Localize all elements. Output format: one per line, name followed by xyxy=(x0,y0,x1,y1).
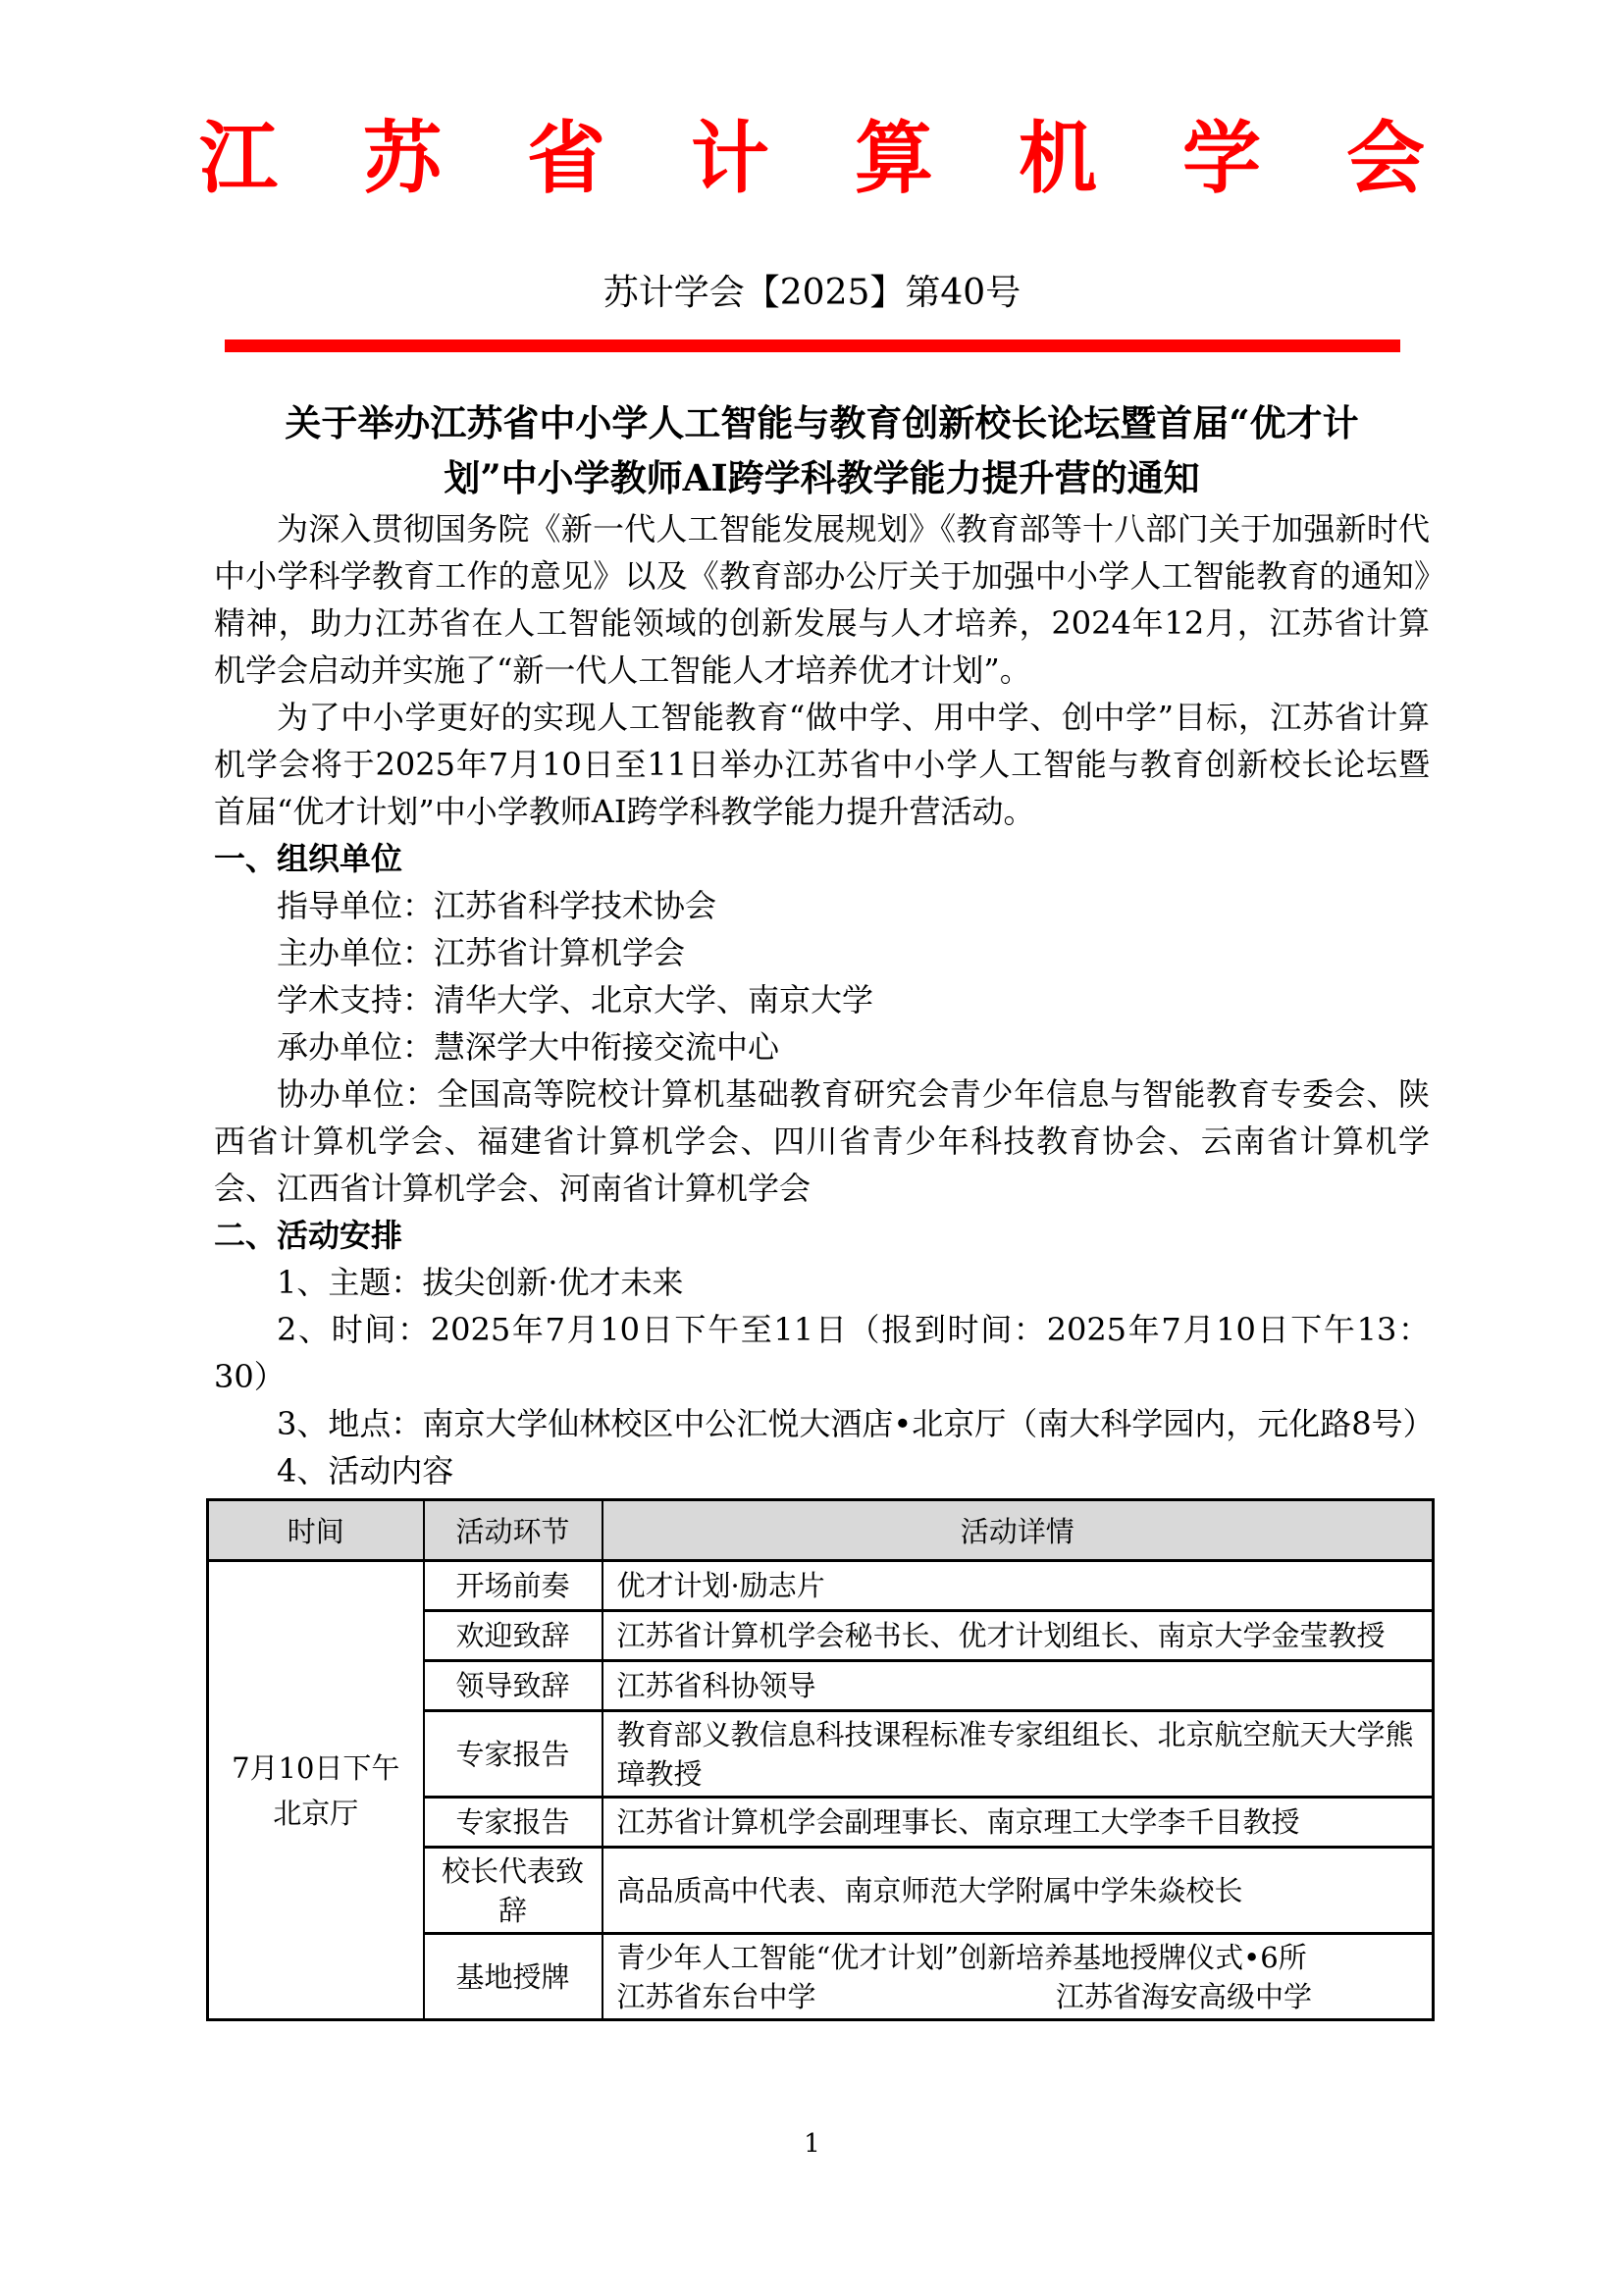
notice-title-line2: 划”中小学教师AI跨学科教学能力提升营的通知 xyxy=(444,456,1200,499)
table-row xyxy=(208,1561,1434,1611)
org-line-undertaking-unit: 承办单位：慧深学大中衔接交流中心 xyxy=(277,1028,780,1066)
award-ceremony-line: 青少年人工智能“优才计划”创新培养基地授牌仪式•6所 xyxy=(616,1940,1307,1974)
section-heading-schedule: 二、活动安排 xyxy=(214,1217,403,1254)
paragraph-policy-background: 为深入贯彻国务院《新一代人工智能发展规划》《教育部等十八部门关于加强新时代中小学科学教育工作的意见》以及《教育部办公厅关于加强中小学人工智能教育的通知》精神，助力江苏省在人工智能领域的创新发展与人才培养，2024年12月，江苏省计算机学会启动并实施了“新一代人工智能人才培养优才计划”。 xyxy=(214,510,1430,689)
page-number: 1 xyxy=(804,2129,820,2159)
section-heading-organizers: 一、组织单位 xyxy=(214,840,403,877)
document-body xyxy=(214,395,1435,2021)
org-line-host-unit: 主办单位：江苏省计算机学会 xyxy=(277,934,686,971)
schedule-item-time: 2、时间：2025年7月10日下午至11日（报到时间：2025年7月10日下午13：30） xyxy=(214,1311,1430,1395)
agenda-header-row xyxy=(208,1500,1434,1561)
schedule-item-location: 3、地点：南京大学仙林校区中公汇悦大酒店•北京厅（南大科学园内，元化路8号） xyxy=(277,1405,1435,1442)
org-line-co-organizers: 协办单位：全国高等院校计算机基础教育研究会青少年信息与智能教育专委会、陕西省计算机学会、福建省计算机学会、四川省青少年科技教育协会、云南省计算机学会、江西省计算机学会、河南省计算机学会 xyxy=(214,1075,1430,1207)
stage-cell: 基地授牌 xyxy=(424,1934,602,2020)
column-header-detail: 活动详情 xyxy=(602,1500,1434,1561)
stage-cell: 欢迎致辞 xyxy=(424,1611,602,1661)
stage-cell: 领导致辞 xyxy=(424,1661,602,1711)
detail-cell: 江苏省科协领导 xyxy=(602,1661,1434,1711)
notice-title-line1: 关于举办江苏省中小学人工智能与教育创新校长论坛暨首届“优才计 xyxy=(285,401,1359,444)
column-header-time: 时间 xyxy=(208,1500,424,1561)
stage-cell: 专家报告 xyxy=(424,1798,602,1848)
letterhead xyxy=(0,108,1624,352)
agenda-table xyxy=(206,1498,1435,2021)
stage-cell: 专家报告 xyxy=(424,1711,602,1798)
detail-cell xyxy=(602,1934,1434,2020)
org-line-academic-support: 学术支持：清华大学、北京大学、南京大学 xyxy=(277,981,874,1018)
award-schools-line xyxy=(617,1977,1419,2016)
stage-cell: 校长代表致辞 xyxy=(424,1848,602,1934)
time-line2: 北京厅 xyxy=(273,1796,359,1830)
detail-cell: 高品质高中代表、南京师范大学附属中学朱焱校长 xyxy=(602,1848,1434,1934)
stage-cell: 开场前奏 xyxy=(424,1561,602,1611)
school-left: 江苏省东台中学 xyxy=(616,1979,816,2013)
org-line-guidance-unit: 指导单位：江苏省科学技术协会 xyxy=(277,887,717,924)
schedule-item-content: 4、活动内容 xyxy=(277,1452,454,1489)
detail-cell: 江苏省计算机学会副理事长、南京理工大学李千目教授 xyxy=(602,1798,1434,1848)
detail-cell: 江苏省计算机学会秘书长、优才计划组长、南京大学金莹教授 xyxy=(602,1611,1434,1661)
document-number: 苏计学会【2025】第40号 xyxy=(602,273,1022,313)
school-right: 江苏省海安高级中学 xyxy=(1055,1979,1312,2013)
detail-cell: 教育部义教信息科技课程标准专家组组长、北京航空航天大学熊璋教授 xyxy=(602,1711,1434,1798)
schedule-item-theme: 1、主题：拔尖创新·优才未来 xyxy=(277,1264,684,1301)
column-header-stage: 活动环节 xyxy=(424,1500,602,1561)
detail-cell: 优才计划·励志片 xyxy=(602,1561,1434,1611)
paragraph-event-announcement: 为了中小学更好的实现人工智能教育“做中学、用中学、创中学”目标，江苏省计算机学会将于2025年7月10日至11日举办江苏省中小学人工智能与教育创新校长论坛暨首届“优才计划”中小学教师AI跨学科教学能力提升营活动。 xyxy=(214,699,1430,830)
time-merged-cell xyxy=(208,1561,424,2020)
organization-title: 江苏省计算机学会 xyxy=(199,112,1510,204)
time-line1: 7月10日下午 xyxy=(232,1750,400,1785)
notice-title xyxy=(214,395,1430,505)
red-divider-line xyxy=(225,339,1400,352)
